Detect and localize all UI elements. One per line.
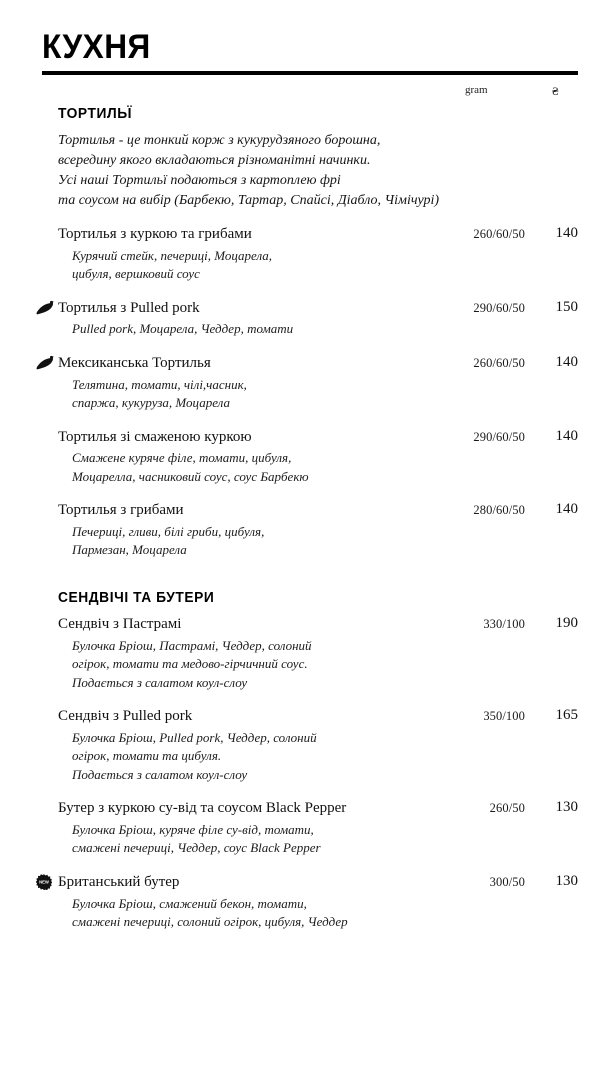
svg-text:NEW: NEW	[39, 879, 49, 885]
menu-item	[58, 299, 578, 339]
menu-item-header	[58, 299, 578, 318]
menu-item	[39, 872, 578, 932]
menu-item-header	[58, 225, 578, 244]
menu-item-header	[58, 799, 578, 818]
menu-item-description	[72, 247, 578, 284]
section-title-sandwiches: СЕНДВІЧІ ТА БУТЕРИ	[58, 589, 215, 606]
menu-item-description	[72, 895, 578, 932]
menu-item-price: 140	[555, 353, 578, 370]
menu-item-name: Сендвіч з Pulled pork	[58, 708, 193, 724]
menu-item-description-line: Курячий стейк, печериці, Моцарела,	[72, 247, 273, 263]
menu-item-description-line: Булочка Бріош, Пастрамі, Чеддер, солоний	[72, 637, 312, 653]
menu-item-price: 150	[555, 298, 578, 315]
menu-item-weight: 350/100	[483, 709, 525, 723]
menu-item-description	[72, 637, 578, 692]
masthead	[0, 0, 600, 75]
column-header-currency: ₴	[552, 84, 559, 98]
title-rule	[42, 71, 578, 75]
menu-item-header	[39, 872, 578, 892]
menu-item-name: Мексиканська Тортилья	[58, 354, 211, 371]
menu-item	[58, 428, 578, 487]
menu-item	[58, 799, 578, 858]
section-intro-line: Тортилья - це тонкий корж з кукурудзяного борошна,	[58, 133, 381, 148]
new-badge-icon	[36, 874, 56, 890]
menu-item-header	[58, 501, 578, 520]
menu-item-description	[72, 729, 578, 784]
menu-sections	[0, 106, 600, 931]
menu-item-description-line: Булочка Бріош, Pulled pork, Чеддер, солоний	[72, 729, 317, 745]
menu-item-name: Тортилья зі смаженою куркою	[58, 428, 252, 445]
menu-item	[58, 354, 578, 413]
menu-item-weight: 260/50	[489, 801, 525, 816]
menu-item-name: Британський бутер	[58, 873, 180, 890]
menu-item-price: 130	[555, 872, 578, 889]
page-title: КУХНЯ	[42, 28, 151, 66]
chili-pepper-icon	[36, 300, 56, 316]
menu-item	[58, 501, 578, 560]
menu-item	[58, 615, 578, 692]
menu-item-weight: 300/50	[489, 874, 525, 889]
menu-item-description-line: Булочка Бріош, смажений бекон, томати,	[72, 895, 307, 911]
menu-item-description	[72, 821, 578, 858]
section-intro-line: всередину якого вкладаються різноманітні начинки.	[58, 153, 371, 169]
menu-item-weight: 280/60/50	[473, 503, 525, 518]
menu-item-header	[58, 428, 578, 447]
menu-item-price: 130	[555, 799, 578, 816]
menu-section-sandwiches	[0, 590, 600, 932]
menu-item-header	[58, 707, 578, 726]
section-intro-line: та соусом на вибір (Барбекю, Тартар, Спайсі, Діабло, Чімічурі)	[58, 193, 440, 209]
menu-item-description	[72, 449, 578, 486]
menu-item-description-line: спаржа, кукуруза, Моцарела	[72, 395, 230, 411]
menu-item-price: 140	[555, 427, 578, 444]
menu-item-description-line: Моцарелла, часниковий соус, соус Барбекю	[72, 468, 309, 484]
menu-item-weight: 330/100	[483, 616, 525, 631]
menu-item-description-line: Пармезан, Моцарела	[72, 542, 187, 558]
column-header-gram: gram	[465, 84, 488, 96]
section-intro-tortillas	[58, 131, 578, 211]
menu-item-name: Тортилья з грибами	[58, 502, 184, 519]
menu-item-price: 140	[555, 501, 578, 518]
menu-item-name: Бутер з куркою су-від та соусом Black Pepper	[58, 800, 347, 817]
menu-item-description	[72, 320, 578, 338]
menu-item-weight: 290/60/50	[473, 300, 525, 315]
menu-item-description-line: огірок, томати та медово-гірчичний соус.	[72, 656, 308, 672]
menu-item-description	[72, 523, 578, 560]
menu-item-description-line: смажені печериці, Чеддер, соус Black Pepper	[72, 840, 321, 856]
menu-item-name: Сендвіч з Пастрамі	[58, 615, 182, 632]
menu-item-description-line: огірок, томати та цибуля.	[72, 748, 222, 764]
menu-item-weight: 260/60/50	[473, 355, 525, 370]
menu-item	[58, 707, 578, 784]
menu-item-price: 140	[555, 225, 578, 242]
menu-item-description-line: Телятина, томати, чілі,часник,	[72, 376, 247, 392]
menu-item-description-line: Печериці, гливи, білі гриби, цибуля,	[72, 523, 265, 539]
menu-item-description-line: Смажене куряче філе, томати, цибуля,	[72, 450, 292, 466]
menu-item-name: Тортилья з Pulled pork	[58, 299, 200, 316]
menu-item-description-line: смажені печериці, солоний огірок, цибуля, Чеддер	[72, 913, 348, 929]
menu-item-description-line: Pulled pork, Моцарела, Чеддер, томати	[72, 321, 294, 337]
menu-item-description-line: Подається з салатом коул-слоу	[72, 674, 248, 690]
menu-item-name: Тортилья з куркою та грибами	[58, 226, 252, 243]
column-captions	[0, 84, 600, 106]
menu-item-description-line: Подається з салатом коул-слоу	[72, 766, 248, 782]
menu-item-description	[72, 376, 578, 413]
menu-section-tortillas	[0, 106, 600, 560]
menu-item-weight: 290/60/50	[473, 429, 525, 444]
chili-pepper-icon	[36, 355, 56, 371]
menu-item	[58, 225, 578, 284]
menu-item-weight: 260/60/50	[473, 227, 525, 242]
menu-item-price: 165	[555, 707, 578, 723]
menu-item-description-line: цибуля, вершковий соус	[72, 266, 200, 282]
menu-item-header	[58, 615, 578, 634]
section-title-tortillas: ТОРТИЛЬЇ	[58, 106, 133, 122]
menu-item-header	[58, 354, 578, 373]
menu-item-price: 190	[555, 614, 578, 631]
section-intro-line: Усі наші Тортильї подаються з картоплею фрі	[58, 173, 341, 189]
menu-item-description-line: Булочка Бріош, куряче філе су-від, томати,	[72, 821, 314, 837]
